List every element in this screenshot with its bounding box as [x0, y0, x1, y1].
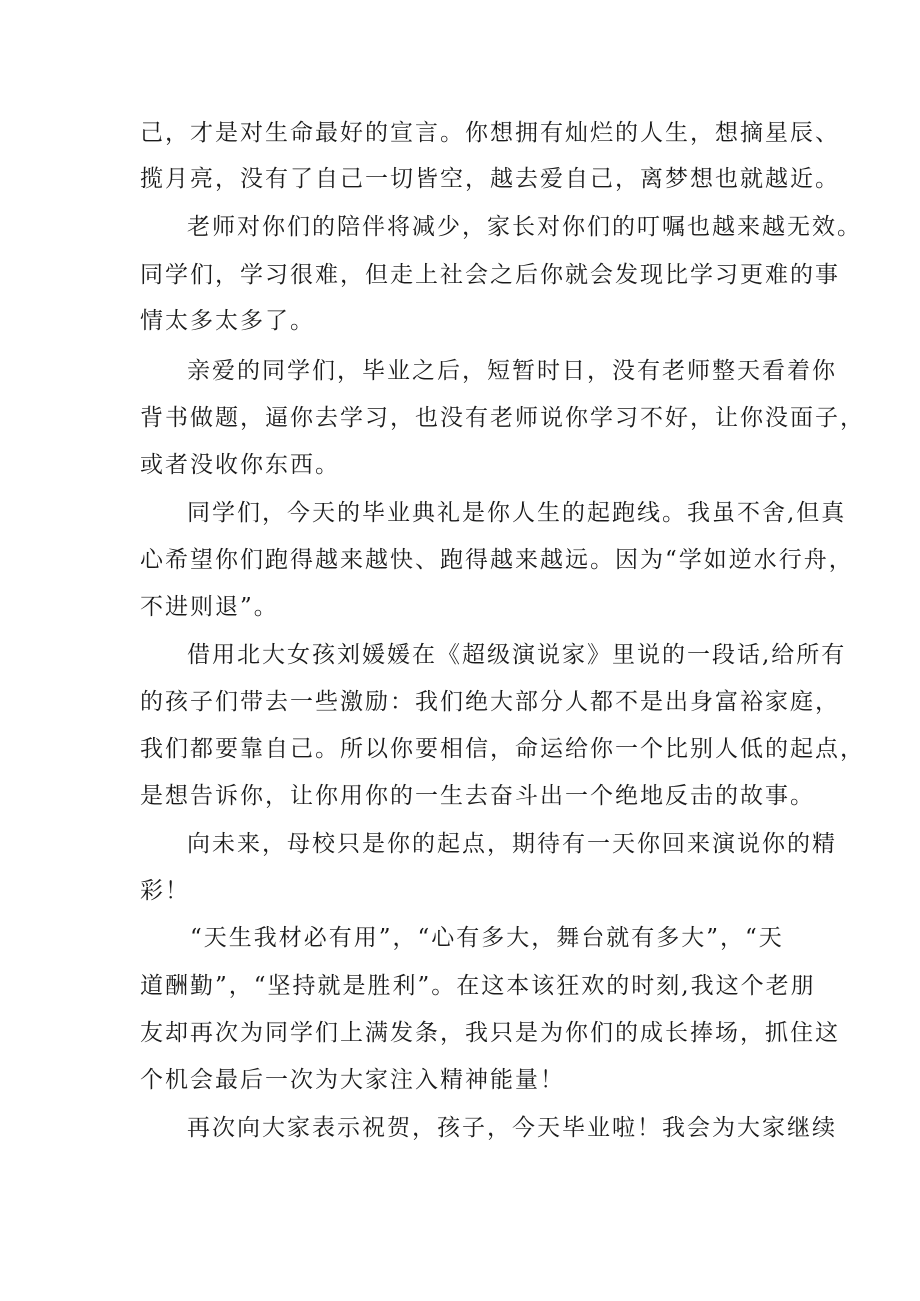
paragraph-start-line: 向未来，母校只是你的起点，期待有一天你回来演说你的精	[187, 831, 837, 857]
text-line: 不进则退”。	[140, 594, 279, 620]
paragraph-start-line: 再次向大家表示祝贺，孩子，今天毕业啦！我会为大家继续	[187, 1115, 837, 1141]
text-line: 背书做题，逼你去学习，也没有老师说你学习不好，让你没面子，	[140, 405, 865, 431]
text-line: 彩！	[140, 878, 190, 904]
paragraph-start-line: 亲爱的同学们，毕业之后，短暂时日，没有老师整天看着你	[187, 358, 837, 384]
text-line: 个机会最后一次为大家注入精神能量！	[140, 1067, 565, 1093]
paragraph-start-line: 老师对你们的陪伴将减少，家长对你们的叮嘱也越来越无效。	[187, 214, 862, 240]
text-line: 是想告诉你，让你用你的一生去奋斗出一个绝地反击的故事。	[140, 783, 815, 809]
text-line: 揽月亮，没有了自己一切皆空，越去爱自己，离梦想也就越近。	[140, 166, 840, 192]
text-line: 或者没收你东西。	[140, 452, 340, 478]
paragraph-start-line: 同学们，今天的毕业典礼是你人生的起跑线。我虽不舍,但真	[187, 500, 847, 526]
text-line: 情太多太多了。	[140, 308, 315, 334]
text-line: 心希望你们跑得越来越快、跑得越来越远。因为“学如逆水行舟，	[140, 547, 854, 573]
paragraph-start-line: 借用北大女孩刘媛媛在《超级演说家》里说的一段话,给所有	[187, 642, 847, 668]
paragraph-start-line: “天生我材必有用”，“心有多大，舞台就有多大”，“天	[190, 925, 784, 951]
text-line: 友却再次为同学们上满发条，我只是为你们的成长捧场，抓住这	[140, 1020, 840, 1046]
text-line: 道酬勤”，“坚持就是胜利”。在这本该狂欢的时刻,我这个老朋	[140, 973, 816, 999]
text-line: 我们都要靠自己。所以你要相信，命运给你一个比别人低的起点，	[140, 736, 865, 762]
text-line: 己，才是对生命最好的宣言。你想拥有灿烂的人生，想摘星辰、	[140, 120, 840, 146]
text-line: 同学们，学习很难，但走上社会之后你就会发现比学习更难的事	[140, 262, 840, 288]
text-line: 的孩子们带去一些激励：我们绝大部分人都不是出身富裕家庭，	[140, 689, 840, 715]
